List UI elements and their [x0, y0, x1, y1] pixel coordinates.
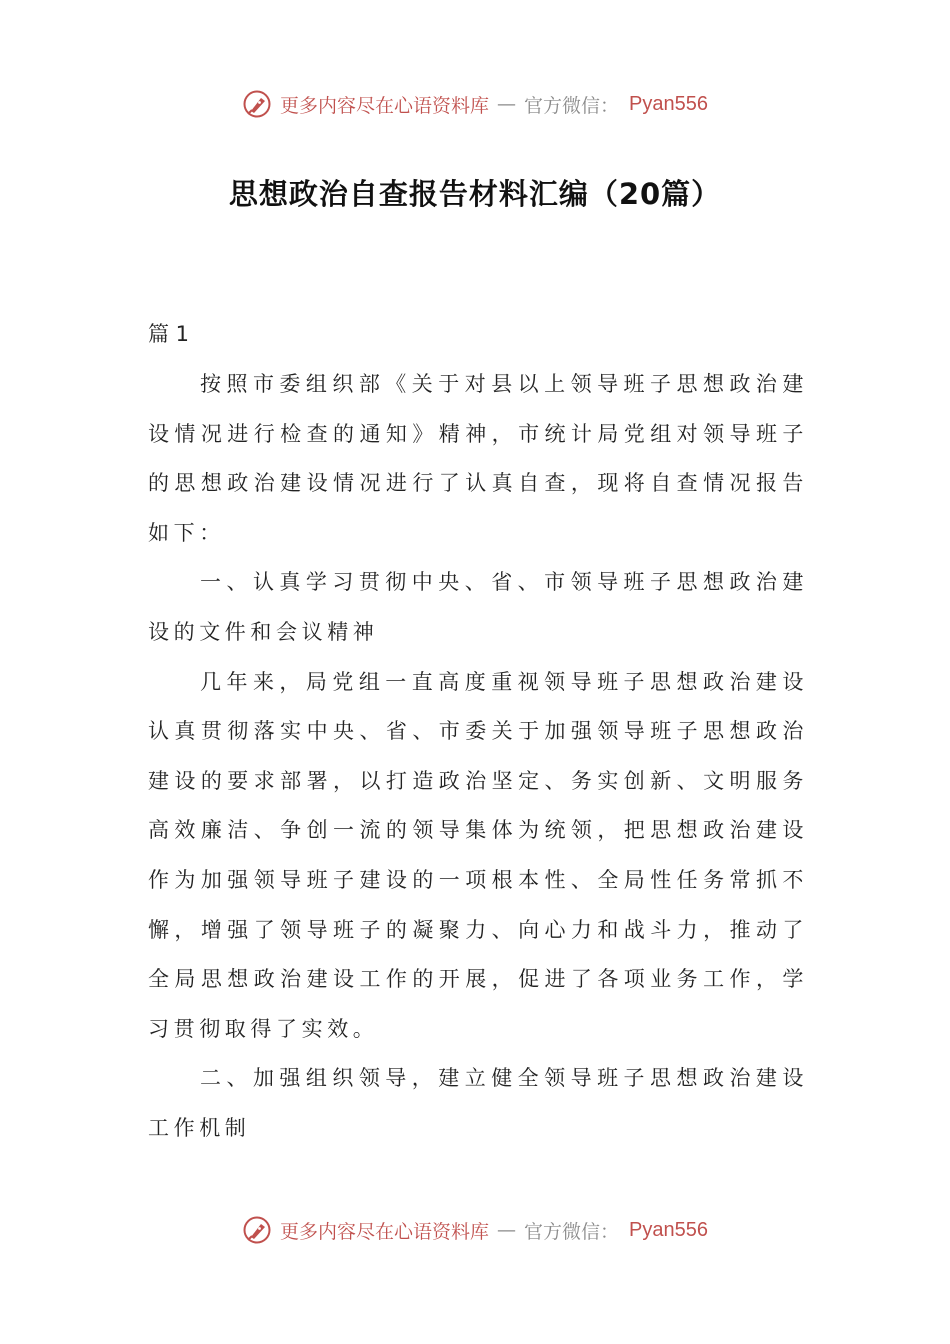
- heading-2: 二、加强组织领导，建立健全领导班子思想政治建设工作机制: [148, 1066, 808, 1140]
- banner-wechat-id: Pyan556: [629, 92, 708, 115]
- banner-main-text: 更多内容尽在心语资料库: [280, 94, 490, 117]
- document-body: [148, 360, 808, 1154]
- pen-nib-logo-icon: [242, 89, 272, 119]
- banner-wechat-label: 官方微信：: [524, 94, 620, 117]
- heading-1: 一、认真学习贯彻中央、省、市领导班子思想政治建设的文件和会议精神: [148, 570, 808, 644]
- banner-separator: —: [497, 1219, 517, 1241]
- banner-main-text: 更多内容尽在心语资料库: [280, 1220, 490, 1243]
- banner-wechat-label: 官方微信：: [524, 1220, 620, 1243]
- footer-banner: [0, 1212, 950, 1248]
- banner-wechat-id: Pyan556: [629, 1218, 708, 1241]
- section-label: 篇 1: [148, 322, 190, 346]
- paragraph-2: 几年来，局党组一直高度重视领导班子思想政治建设认真贯彻落实中央、省、市委关于加强领导班子思想政治建设的要求部署，以打造政治坚定、务实创新、文明服务高效廉洁、争创一流的领导集体为统领，把思想政治建设作为加强领导班子建设的一项根本性、全局性任务常抓不懈，增强了领导班子的凝聚力、向心力和战斗力，推动了全局思想政治建设工作的开展，促进了各项业务工作，学习贯彻取得了实效。: [148, 669, 808, 1041]
- banner-separator: —: [497, 93, 517, 115]
- pen-nib-logo-icon: [242, 1215, 272, 1245]
- document-title: 思想政治自查报告材料汇编（20篇）: [228, 177, 722, 211]
- header-banner: [0, 86, 950, 122]
- paragraph-1: 按照市委组织部《关于对县以上领导班子思想政治建设情况进行检查的通知》精神，市统计局党组对领导班子的思想政治建设情况进行了认真自查，现将自查情况报告如下：: [148, 372, 808, 545]
